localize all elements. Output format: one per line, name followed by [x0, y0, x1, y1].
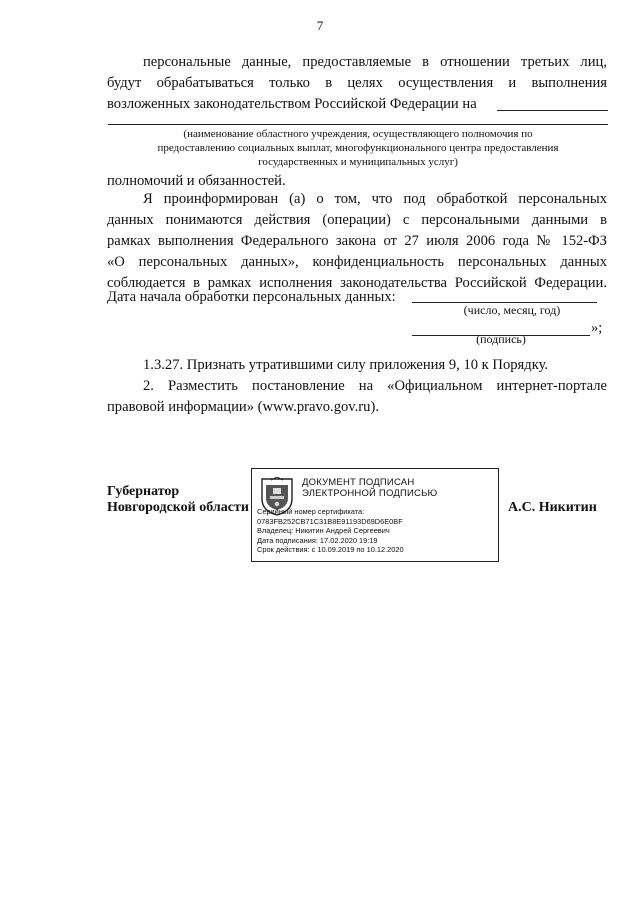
stamp-cert-label: Серийный номер сертификата: [257, 507, 365, 516]
stamp-details [257, 507, 404, 555]
org-caption-line-3: государственных и муниципальных услуг) [258, 156, 458, 168]
stamp-header-line-1: ДОКУМЕНТ ПОДПИСАН [302, 477, 415, 488]
item-1327: 1.3.27. Признать утратившими силу приложения 9, 10 к Порядку. [143, 357, 549, 373]
para2-line-2: данных понимаются действия (операции) с персональными данными в [107, 212, 607, 228]
stamp-header-line-2: ЭЛЕКТРОННОЙ ПОДПИСЬЮ [302, 488, 438, 499]
para2-line-5: соблюдается в рамках исполнения законодательства Российской Федерации. [107, 275, 607, 291]
governor-name: А.С. Никитин [508, 500, 597, 515]
org-caption [108, 127, 608, 169]
stamp-owner: Владелец: Никитин Андрей Сергеевич [257, 526, 390, 536]
para2-line-1: Я проинформирован (а) о том, что под обработкой персональных [143, 191, 607, 207]
org-name-blank-short [497, 110, 608, 111]
e-signature-stamp [251, 468, 499, 562]
governor-title-line-2: Новгородской области [107, 500, 249, 515]
stamp-sign-date: Дата подписания: 17.02.2020 19:19 [257, 535, 378, 545]
stamp-header [302, 477, 437, 499]
governor-title-line-1: Губернатор [107, 484, 180, 499]
para2-line-4: «О персональных данных», конфиденциальность персональных данных [107, 254, 607, 270]
stamp-validity: Срок действия: с 10.09.2019 по 10.12.2020 [257, 545, 404, 555]
item-2-line-1: 2. Разместить постановление на «Официальном интернет-портале [143, 378, 607, 394]
item-2-line-2: правовой информации» (www.pravo.gov.ru). [107, 399, 379, 415]
date-label: Дата начала обработки персональных данных: [107, 289, 396, 305]
para1-line-3: возложенных законодательством Российской Федерации на [107, 96, 477, 112]
page-number: 7 [316, 18, 324, 33]
para2-line-3: рамках выполнения Федерального закона от 27 июля 2006 года № 152-ФЗ [107, 233, 607, 249]
org-caption-line-1: (наименование областного учреждения, осуществляющего полномочия по [183, 128, 533, 140]
stamp-cert-number: 0783FB252CB71C31B8E91193D69D6E0BF [257, 516, 403, 526]
para1-end: полномочий и обязанностей. [107, 173, 286, 189]
para1-line-1: персональные данные, предоставляемые в отношении третьих лиц, [143, 54, 607, 70]
signature-suffix: »; [591, 320, 603, 336]
governor-title [107, 484, 249, 516]
org-name-blank-long [108, 124, 608, 125]
org-caption-line-2: предоставлению социальных выплат, многофункционального центра предоставления [157, 142, 559, 154]
signature-caption: (подпись) [476, 332, 526, 346]
date-caption: (число, месяц, год) [463, 303, 561, 317]
para1-line-2: будут обрабатываться только в целях осуществления и выполнения [107, 75, 607, 91]
